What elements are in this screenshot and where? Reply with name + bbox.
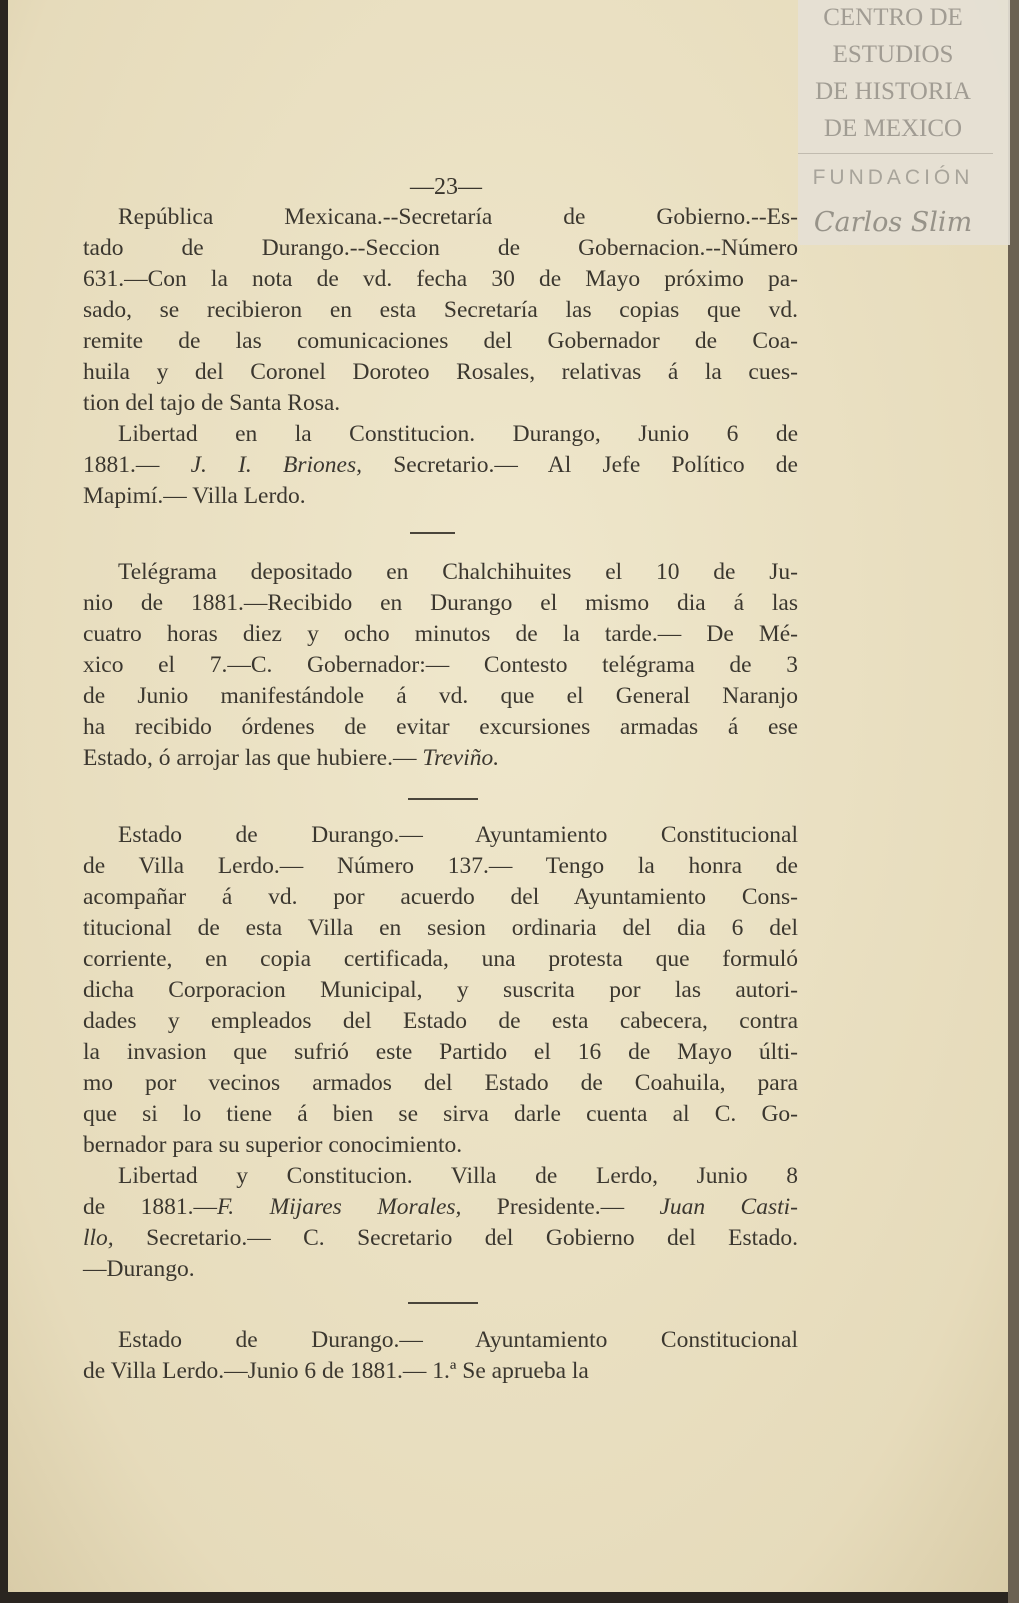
text-line: [83, 681, 798, 712]
text-segment: dades y empleados del Estado de esta cabecera, contra: [83, 1008, 798, 1034]
text-line: [83, 820, 798, 851]
text-line: [83, 743, 798, 774]
text-segment: nio de 1881.—Recibido en Durango el mismo dia á las: [83, 590, 798, 616]
text-line: [83, 357, 798, 388]
text-line: [83, 295, 798, 326]
text-line: [83, 557, 798, 588]
signature-name: Treviño.: [422, 745, 500, 771]
text-line: [83, 1037, 798, 1068]
watermark: [798, 0, 1010, 245]
text-line: [83, 1325, 798, 1356]
text-line: [83, 944, 798, 975]
section-telegrama: [83, 557, 798, 774]
text-line: [83, 481, 798, 512]
text-segment: de Villa Lerdo.—Junio 6 de 1881.— 1.ª Se aprueba la: [83, 1358, 589, 1384]
watermark-line: DE MEXICO: [823, 115, 963, 142]
text-segment: 631.—Con la nota de vd. fecha 30 de Mayo próximo pa-: [83, 266, 798, 292]
text-line: [83, 264, 798, 295]
text-line: [83, 1161, 798, 1192]
text-segment: Telégrama depositado en Chalchihuites el 10 de Ju-: [118, 559, 798, 585]
text-segment: Estado, ó arrojar las que hubiere.—: [83, 745, 423, 771]
text-line: [83, 388, 798, 419]
text-segment: remite de las comunicaciones del Gobernador de Coa-: [83, 328, 798, 354]
text-segment: Secretario.— Al Jefe Político de: [362, 452, 798, 478]
text-segment: tado de Durango.--Seccion de Gobernacion.--Número: [83, 235, 798, 261]
text-line: [83, 202, 798, 233]
watermark-line: ESTUDIOS: [832, 41, 954, 68]
watermark-line: CENTRO DE: [823, 4, 963, 31]
text-segment: titucional de esta Villa en sesion ordinaria del dia 6 del: [83, 915, 798, 941]
signature-name: F. Mijares Morales,: [216, 1194, 462, 1220]
section-divider: [408, 1302, 478, 1304]
section-divider: [410, 532, 455, 534]
signature-name: Juan Casti-: [659, 1194, 799, 1220]
text-line: [83, 1006, 798, 1037]
text-segment: que si lo tiene á bien se sirva darle cuenta al C. Go-: [83, 1101, 798, 1127]
watermark-line: DE HISTORIA: [815, 78, 971, 105]
text-segment: Mapimí.— Villa Lerdo.: [83, 483, 306, 509]
text-segment: tion del tajo de Santa Rosa.: [83, 390, 341, 416]
text-segment: acompañar á vd. por acuerdo del Ayuntamiento Cons-: [83, 884, 798, 910]
text-segment: dicha Corporacion Municipal, y suscrita por las autori-: [83, 977, 798, 1003]
text-line: [83, 588, 798, 619]
section-ayuntamiento: [83, 820, 798, 1285]
text-segment: Estado de Durango.— Ayuntamiento Constitucional: [118, 1327, 798, 1353]
text-line: [83, 1356, 798, 1387]
text-line: [83, 851, 798, 882]
text-segment: Secretario.— C. Secretario del Gobierno del Estado.: [113, 1225, 798, 1251]
text-line: [83, 1192, 798, 1223]
text-segment: la invasion que sufrió este Partido el 16 de Mayo últi-: [83, 1039, 798, 1065]
text-line: [83, 233, 798, 264]
text-line: [83, 882, 798, 913]
section-divider: [408, 798, 478, 800]
text-segment: sado, se recibieron en esta Secretaría las copias que vd.: [83, 297, 798, 323]
text-segment: Presidente.—: [461, 1194, 660, 1220]
text-line: [83, 326, 798, 357]
text-segment: xico el 7.—C. Gobernador:— Contesto telégrama de 3: [83, 652, 798, 678]
text-line: [83, 712, 798, 743]
text-line: [83, 619, 798, 650]
text-line: [83, 450, 798, 481]
watermark-signature: Carlos Slim: [813, 207, 973, 238]
signature-name: llo,: [83, 1225, 114, 1251]
text-segment: corriente, en copia certificada, una protesta que formuló: [83, 946, 798, 972]
text-segment: bernador para su superior conocimiento.: [83, 1132, 463, 1158]
text-line: [83, 913, 798, 944]
text-line: [83, 1130, 798, 1161]
text-line: [83, 650, 798, 681]
text-line: [83, 419, 798, 450]
text-line: [83, 975, 798, 1006]
text-line: [83, 1099, 798, 1130]
text-segment: de Villa Lerdo.— Número 137.— Tengo la honra de: [83, 853, 798, 879]
text-segment: de Junio manifestándole á vd. que el General Naranjo: [83, 683, 798, 709]
text-line: [83, 1254, 798, 1285]
text-segment: 1881.—: [83, 452, 191, 478]
text-segment: cuatro horas diez y ocho minutos de la tarde.— De Mé-: [83, 621, 798, 647]
signature-name: J. I. Briones,: [190, 452, 362, 478]
watermark-foundation: FUNDACIÓN: [812, 166, 974, 189]
watermark-divider: [798, 153, 993, 154]
text-segment: ha recibido órdenes de evitar excursiones armadas á ese: [83, 714, 798, 740]
text-segment: huila y del Coronel Doroteo Rosales, relativas á la cues-: [83, 359, 798, 385]
text-segment: de 1881.—: [83, 1194, 217, 1220]
text-segment: Estado de Durango.— Ayuntamiento Constitucional: [118, 822, 798, 848]
text-line: [83, 1068, 798, 1099]
text-segment: Libertad en la Constitucion. Durango, Junio 6 de: [118, 421, 798, 447]
text-segment: —Durango.: [83, 1256, 195, 1282]
text-segment: mo por vecinos armados del Estado de Coahuila, para: [83, 1070, 798, 1096]
page-number: —23—: [410, 174, 482, 200]
text-segment: Libertad y Constitucion. Villa de Lerdo, Junio 8: [118, 1163, 798, 1189]
text-line: [83, 1223, 798, 1254]
section-ayuntamiento-acta: [83, 1325, 798, 1387]
text-segment: República Mexicana.--Secretaría de Gobierno.--Es-: [118, 204, 798, 230]
section-secretaria: [83, 202, 798, 512]
